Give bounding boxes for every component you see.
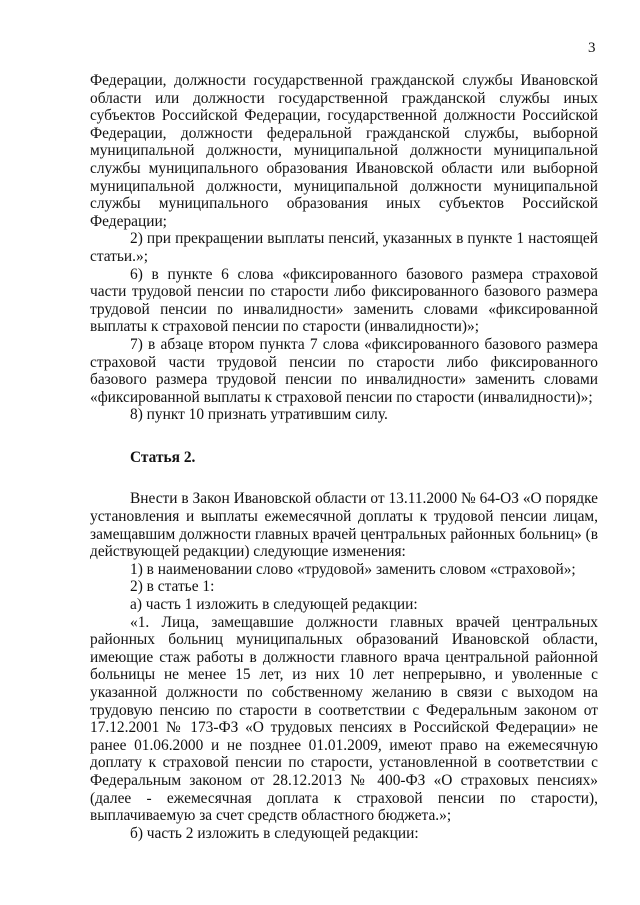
article-2-body [90, 490, 598, 842]
paragraph-change-2a: а) часть 1 изложить в следующей редакции: [130, 596, 418, 614]
paragraph-item-2-termination: 2) при прекращении выплаты пенсий, указанных в пункте 1 настоящей статьи.»; [90, 230, 598, 265]
paragraph-change-2b: б) часть 2 изложить в следующей редакции: [130, 824, 419, 842]
paragraph-change-1: 1) в наименовании слово «трудовой» заменить словом «страховой»; [130, 560, 576, 578]
article-heading: Статья 2. [130, 448, 196, 466]
paragraph-intro: Внести в Закон Ивановской области от 13.11.2000 № 64-ОЗ «О порядке установления и выплаты ежемесячной доплаты к трудовой пенсии лицам, замещавшим должности главных врачей центральных районных больниц» (в действующей редакции) следующие изменения: [90, 490, 598, 561]
paragraph-continuation: Федерации, должности государственной гражданской службы Ивановской области или должности государственной гражданской службы иных субъектов Российской Федерации, государственной должности Российской Федерации, должности федеральной гражданской службы, выборной муниципальной должности, муниципальной должности муниципальной службы муниципального образования Ивановской области или выборной муниципальной должности, муниципальной должности муниципальной службы муниципального образования иных субъектов Российской Федерации; [90, 72, 598, 230]
article-1-continuation [90, 72, 598, 424]
paragraph-change-2: 2) в статье 1: [130, 578, 215, 596]
document-body [90, 72, 598, 842]
paragraph-part-1-text: «1. Лица, замещавшие должности главных врачей центральных районных больниц муниципальных образований Ивановской области, имеющие стаж работы в должности главного врача центральной районной больницы не менее 15 лет, из них 10 лет непрерывно, и уволенные с указанной должности по собственному желанию в связи с выходом на трудовую пенсию по старости в соответствии с Федеральным законом от 17.12.2001 № 173-ФЗ «О трудовых пенсиях в Российской Федерации» не ранее 01.06.2000 и не позднее 01.01.2009, имеют право на ежемесячную доплату к страховой пенсии по старости, установленной в соответствии с Федеральным законом от 28.12.2013 № 400-ФЗ «О страховых пенсиях» (далее - ежемесячная доплата к страховой пенсии по старости), выплачиваемую за счет средств областного бюджета.»; [90, 613, 598, 825]
paragraph-item-6: 6) в пункте 6 слова «фиксированного базового размера страховой части трудовой пенсии по старости либо фиксированного базового размера трудовой пенсии по инвалидности» заменить словами «фиксированной выплаты к страховой пенсии по старости (инвалидности)»; [90, 265, 598, 336]
paragraph-item-7: 7) в абзаце втором пункта 7 слова «фиксированного базового размера страховой части трудовой пенсии по старости либо фиксированного базового размера трудовой пенсии по инвалидности» заменить словами «фиксированной выплаты к страховой пенсии по старости (инвалидности)»; [90, 335, 598, 406]
paragraph-item-8: 8) пункт 10 признать утратившим силу. [130, 406, 388, 424]
page-number: 3 [588, 40, 596, 56]
